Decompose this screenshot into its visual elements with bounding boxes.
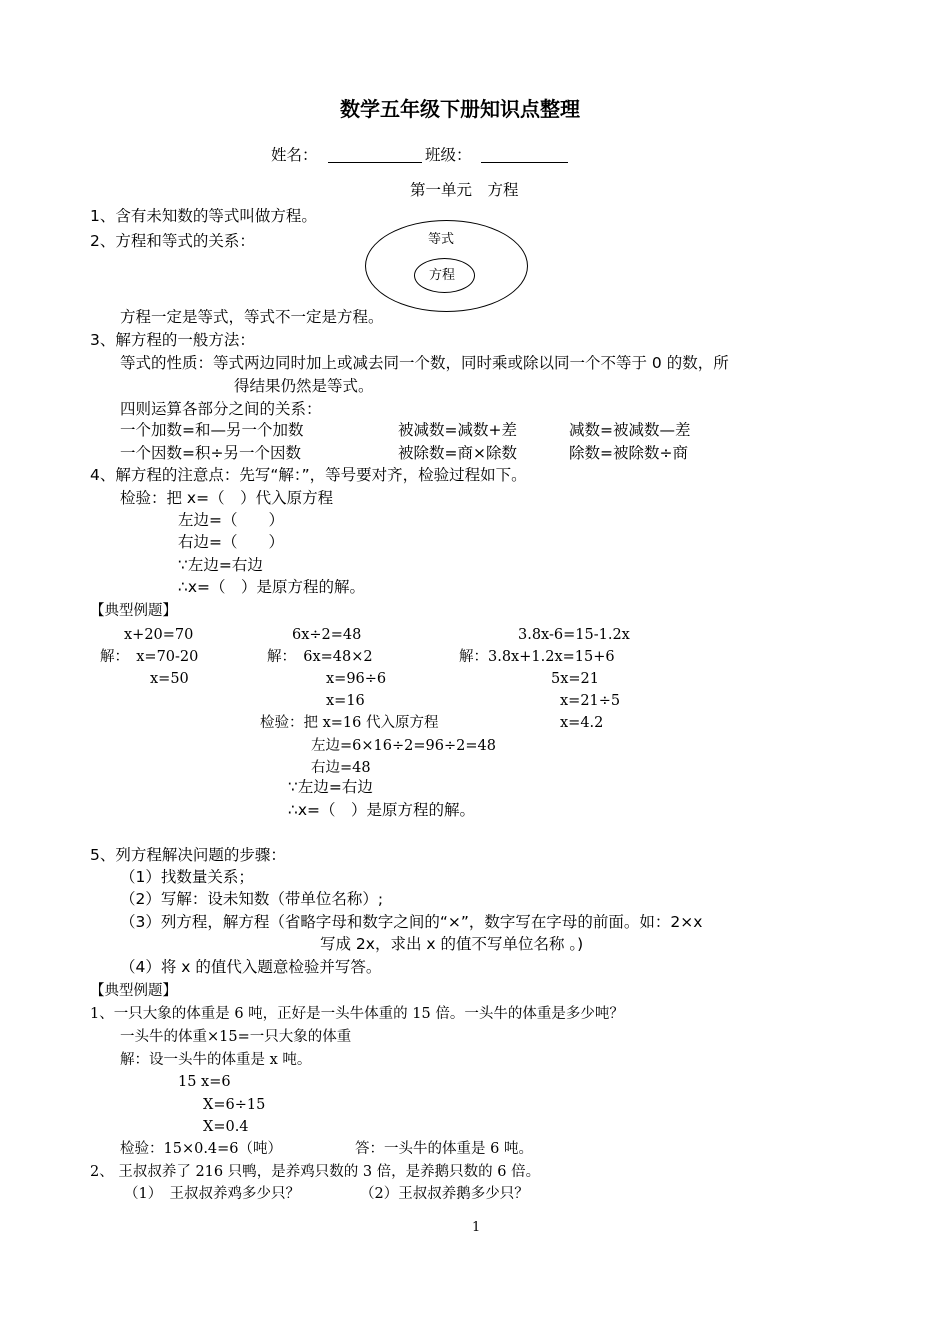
section-2-note: 方程一定是等式，等式不一定是方程。 [120, 308, 384, 326]
relation-divisor: 除数=被除数÷商 [569, 444, 688, 462]
unit-title: 第一单元 方程 [410, 181, 519, 199]
page-title: 数学五年级下册知识点整理 [340, 97, 580, 121]
ex2-check-1: 检验：把 x=16 代入原方程 [260, 715, 439, 731]
check-line-4: ∵左边=右边 [178, 556, 263, 574]
problem-1-answer: 答：一头牛的体重是 6 吨。 [355, 1141, 533, 1157]
ex2-check-5: ∴x=（ ）是原方程的解。 [288, 801, 476, 819]
example-header-1: 【典型例题】 [90, 603, 177, 619]
problem-1-step-2: X=6÷15 [203, 1097, 266, 1113]
section-5-step-4: （4）将 x 的值代入题意检验并写答。 [120, 958, 382, 976]
name-label: 姓名： [271, 146, 318, 164]
check-line-1: 检验：把 x=（ ）代入原方程 [120, 489, 334, 507]
operation-relations-heading: 四则运算各部分之间的关系： [120, 400, 322, 418]
relation-factor: 一个因数=积÷另一个因数 [120, 444, 301, 462]
section-4: 4、解方程的注意点：先写“解：”，等号要对齐，检验过程如下。 [90, 466, 527, 484]
ex1-equation: x+20=70 [124, 627, 194, 643]
name-blank-line [328, 162, 422, 163]
section-5-step-1: （1）找数量关系； [120, 868, 254, 886]
ex3-step-2: 5x=21 [551, 671, 600, 687]
problem-1-let: 解：设一头牛的体重是 x 吨。 [120, 1052, 312, 1068]
ex3-step-4: x=4.2 [560, 715, 604, 731]
ex3-equation: 3.8x-6=15-1.2x [518, 627, 630, 643]
class-label: 班级： [425, 146, 472, 164]
equation-property-line1: 等式的性质：等式两边同时加上或减去同一个数，同时乘或除以同一个不等于 0 的数，所 [120, 354, 729, 372]
relation-dividend: 被除数=商×除数 [398, 444, 517, 462]
ex2-solution: 解： 6x=48×2 [267, 649, 373, 665]
section-5-step-3b: 写成 2x，求出 x 的值不写单位名称 。) [320, 935, 584, 953]
class-blank-line [481, 162, 568, 163]
section-3: 3、解方程的一般方法： [90, 331, 255, 349]
section-5-step-2: （2）写解：设未知数（带单位名称）; [120, 890, 384, 908]
problem-2-question: 2、 王叔叔养了 216 只鸭，是养鸡只数的 3 倍，是养鹅只数的 6 倍。 [90, 1164, 541, 1180]
problem-1-step-3: X=0.4 [203, 1119, 249, 1135]
ex1-solution: 解： x=70-20 [100, 649, 199, 665]
check-line-2: 左边=（ ） [178, 511, 284, 529]
ex2-equation: 6x÷2=48 [292, 627, 362, 643]
page-number: 1 [472, 1220, 481, 1235]
problem-2-part-a: （1） 王叔叔养鸡多少只？ [124, 1186, 300, 1202]
check-line-5: ∴x=（ ）是原方程的解。 [178, 578, 366, 596]
relation-subtrahend: 减数=被减数—差 [569, 421, 691, 439]
relation-addend: 一个加数=和—另一个加数 [120, 421, 304, 439]
problem-1-check: 检验：15×0.4=6（吨） [120, 1141, 283, 1157]
ex1-answer: x=50 [150, 671, 189, 687]
problem-1-relation: 一头牛的体重×15=一只大象的体重 [120, 1029, 352, 1045]
problem-2-part-b: （2）王叔叔养鹅多少只？ [360, 1186, 529, 1202]
section-5: 5、列方程解决问题的步骤： [90, 846, 286, 864]
problem-1-equation: 15 x=6 [178, 1074, 231, 1090]
ex3-solution: 解：3.8x+1.2x=15+6 [459, 649, 615, 665]
inner-ellipse-label: 方程 [429, 268, 456, 283]
ex3-step-3: x=21÷5 [560, 693, 621, 709]
ex2-step-2: x=96÷6 [326, 671, 387, 687]
example-header-2: 【典型例题】 [90, 983, 177, 999]
equation-property-line2: 得结果仍然是等式。 [234, 377, 374, 395]
relation-minuend: 被减数=减数+差 [398, 421, 517, 439]
ex2-step-3: x=16 [326, 693, 365, 709]
check-line-3: 右边=（ ） [178, 533, 284, 551]
ex2-check-2: 左边=6×16÷2=96÷2=48 [311, 738, 496, 754]
section-2: 2、方程和等式的关系： [90, 232, 255, 250]
ex2-check-3: 右边=48 [311, 760, 371, 776]
outer-ellipse-label: 等式 [428, 232, 455, 247]
ex2-check-4: ∵左边=右边 [288, 778, 373, 796]
problem-1-question: 1、一只大象的体重是 6 吨，正好是一头牛体重的 15 倍。一头牛的体重是多少吨？ [90, 1006, 624, 1022]
section-1: 1、含有未知数的等式叫做方程。 [90, 207, 317, 225]
section-5-step-3a: （3）列方程，解方程（省略字母和数字之间的“×”，数字写在字母的前面。如：2×x [120, 913, 703, 931]
